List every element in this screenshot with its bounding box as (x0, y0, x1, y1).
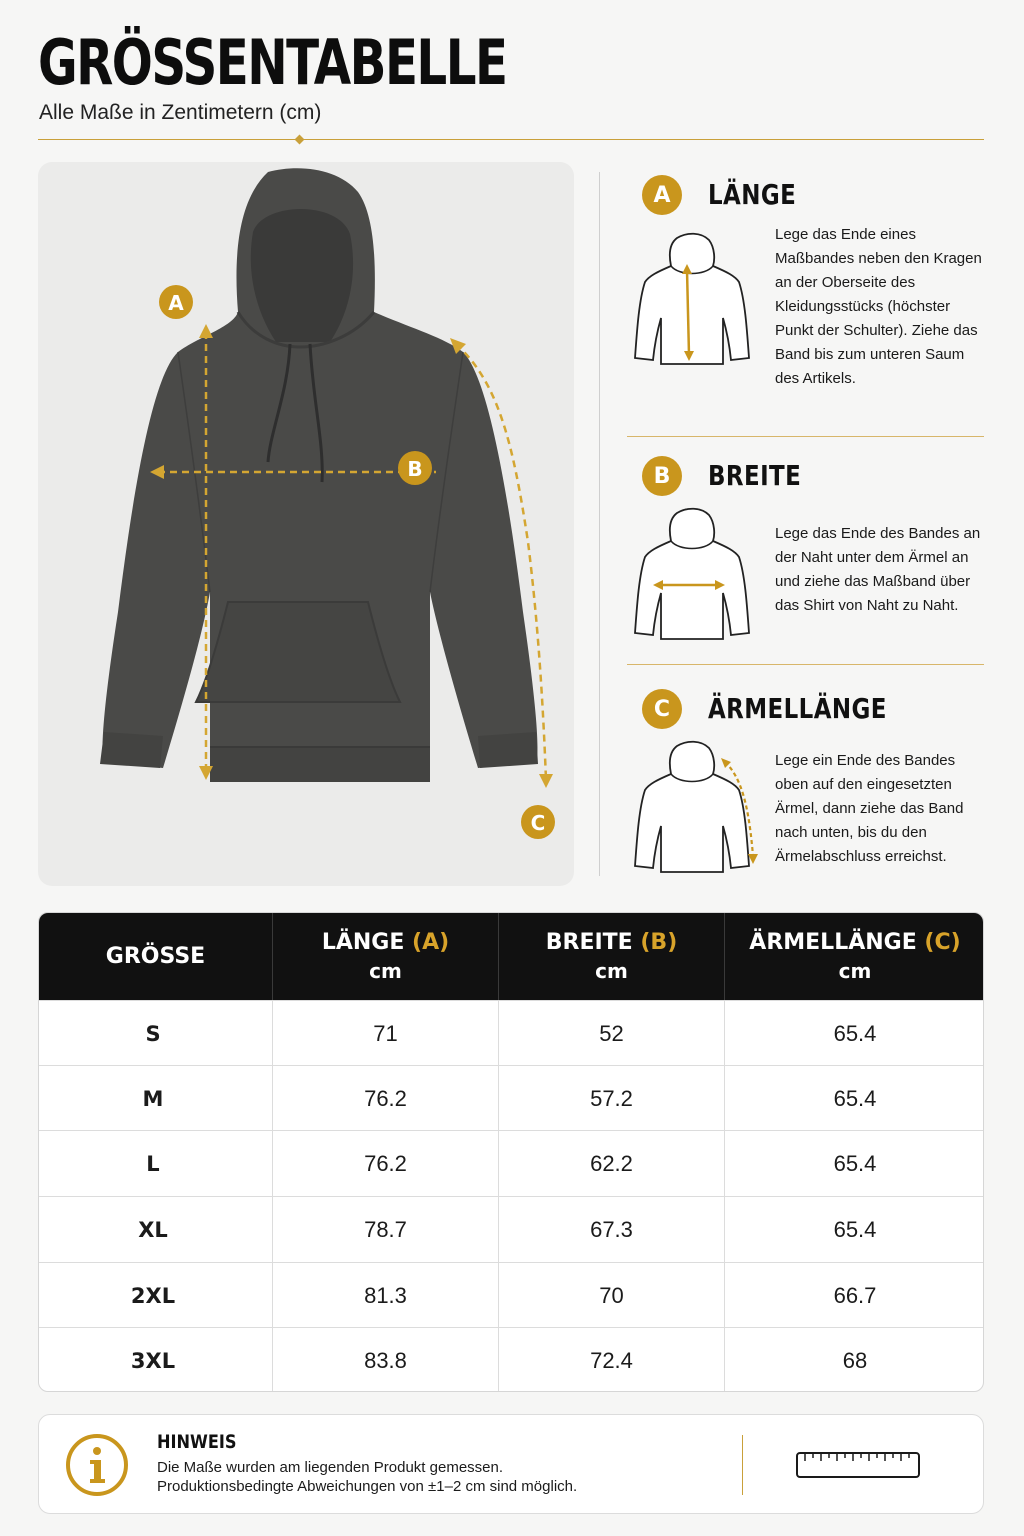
section-b-title: BREITE (708, 459, 802, 492)
panel-divider (599, 172, 600, 876)
cell-length: 81.3 (364, 1282, 407, 1308)
hoodie-illustration (38, 162, 574, 886)
section-divider-1 (627, 436, 984, 437)
cell-size: S (145, 1021, 161, 1046)
header-length (273, 913, 498, 1000)
cell-sleeve: 65.4 (833, 1216, 877, 1242)
note-divider (742, 1435, 743, 1495)
page-title: GRÖSSENTABELLE (38, 26, 507, 99)
cell-length: 71 (373, 1020, 398, 1046)
marker-c-label: C (530, 811, 546, 835)
section-a-title: LÄNGE (708, 178, 797, 211)
cell-sleeve: 65.4 (833, 1085, 877, 1111)
section-length (627, 174, 985, 424)
table-row (39, 1262, 984, 1327)
header-width-marker: (B) (640, 929, 678, 955)
header-length-label: LÄNGE (321, 929, 405, 955)
hoodie-sleeve-icon (627, 738, 762, 880)
cell-sleeve: 65.4 (833, 1150, 877, 1176)
info-icon (65, 1433, 129, 1497)
cell-sleeve: 68 (842, 1347, 868, 1373)
marker-c (521, 805, 555, 839)
header-sleeve-unit: cm (838, 958, 872, 983)
cell-length: 83.8 (364, 1347, 407, 1373)
cell-width: 57.2 (590, 1085, 633, 1111)
note-box (38, 1414, 984, 1514)
header-width-unit: cm (595, 958, 628, 983)
table-row (39, 1130, 984, 1195)
section-c-title: ÄRMELLÄNGE (708, 692, 887, 725)
size-table (38, 912, 984, 1392)
cell-size: 3XL (130, 1348, 176, 1373)
header-sleeve-marker: (C) (924, 929, 961, 955)
hoodie-diagram (38, 162, 574, 886)
section-sleeve (627, 688, 985, 888)
cell-length: 78.7 (364, 1216, 407, 1242)
section-divider-2 (627, 664, 984, 665)
cell-width: 52 (599, 1020, 624, 1046)
cell-size: 2XL (130, 1283, 176, 1308)
cell-size: XL (138, 1217, 168, 1242)
divider-diamond-icon (295, 135, 305, 145)
page-subtitle: Alle Maße in Zentimetern (cm) (39, 101, 322, 124)
header-size-label: GRÖSSE (105, 943, 206, 969)
section-c-badge: C (642, 689, 682, 729)
marker-a (159, 285, 193, 319)
cell-length: 76.2 (364, 1085, 407, 1111)
hoodie-length-icon (627, 230, 757, 370)
header-size (39, 913, 272, 1000)
cell-width: 67.3 (590, 1216, 633, 1242)
table-row (39, 1000, 984, 1065)
header-sleeve-label: ÄRMELLÄNGE (749, 929, 917, 955)
table-row (39, 1327, 984, 1392)
note-line-2: Produktionsbedingte Abweichungen von ±1–2 cm sind möglich. (157, 1478, 578, 1495)
note-line-1: Die Maße wurden am liegenden Produkt gemessen. (157, 1459, 504, 1476)
section-a-text: Lege das Ende eines Maßbandes neben den Kragen an der Oberseite des Kleidungsstücks (höchster Punkt der Schulter). Ziehe das Band bis zum unteren Saum des Artikels. (775, 226, 982, 387)
cell-width: 70 (599, 1282, 624, 1308)
header-length-unit: cm (369, 958, 402, 983)
header-length-marker: (A) (412, 929, 450, 955)
marker-a-label: A (168, 291, 184, 315)
header-width-label: BREITE (545, 929, 633, 955)
header-sleeve (725, 913, 984, 1000)
ruler-icon (795, 1447, 923, 1481)
section-c-text: Lege ein Ende des Bandes oben auf den eingesetzten Ärmel, dann ziehe das Band nach unten, bis du den Ärmelabschluss erreichst. (775, 752, 964, 865)
cell-width: 72.4 (590, 1347, 633, 1373)
hoodie-width-icon (627, 505, 757, 647)
cell-width: 62.2 (590, 1150, 633, 1176)
note-title: HINWEIS (157, 1431, 237, 1453)
table-header (39, 913, 984, 1000)
marker-b (398, 451, 432, 485)
header-width (499, 913, 724, 1000)
cell-size: M (142, 1086, 164, 1111)
cell-size: L (146, 1151, 160, 1176)
title-divider (38, 139, 984, 140)
section-width (627, 455, 985, 655)
section-b-badge: B (642, 456, 682, 496)
cell-sleeve: 65.4 (833, 1020, 877, 1046)
section-a-badge: A (642, 175, 682, 215)
table-row (39, 1196, 984, 1261)
table-row (39, 1065, 984, 1130)
cell-sleeve: 66.7 (833, 1282, 877, 1308)
section-b-text: Lege das Ende des Bandes an der Naht unter dem Ärmel an und ziehe das Maßband über das Shirt von Naht zu Naht. (775, 525, 981, 614)
cell-length: 76.2 (364, 1150, 407, 1176)
marker-b-label: B (407, 457, 423, 481)
